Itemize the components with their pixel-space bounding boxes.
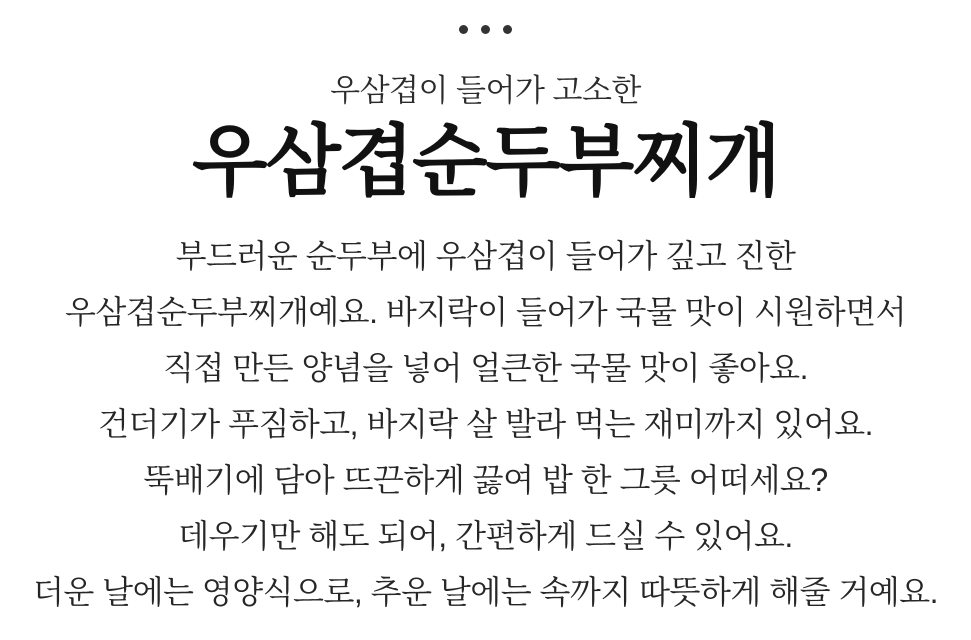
ellipsis-dot (481, 25, 490, 34)
ellipsis-dot (459, 25, 468, 34)
product-description (0, 228, 971, 620)
description-line: 직접 만든 양념을 넣어 얼큰한 국물 맛이 좋아요. (163, 350, 808, 386)
product-title: 우삼겹순두부찌개 (192, 117, 779, 205)
description-line: 우삼겹순두부찌개예요. 바지락이 들어가 국물 맛이 시원하면서 (64, 294, 907, 330)
description-line: 뚝배기에 담아 뜨끈하게 끓여 밥 한 그릇 어떠세요? (143, 462, 828, 498)
description-line: 건더기가 푸짐하고, 바지락 살 발라 먹는 재미까지 있어요. (98, 406, 873, 442)
description-line: 부드러운 순두부에 우삼겹이 들어가 깊고 진한 (175, 238, 796, 274)
ellipsis-icon (0, 24, 971, 34)
description-line: 더운 날에는 영양식으로, 추운 날에는 속까지 따뜻하게 해줄 거예요. (32, 574, 939, 610)
ellipsis-dot (503, 25, 512, 34)
description-line: 데우기만 해도 되어, 간편하게 드실 수 있어요. (178, 518, 793, 554)
product-subtitle: 우삼겹이 들어가 고소한 (330, 73, 641, 108)
